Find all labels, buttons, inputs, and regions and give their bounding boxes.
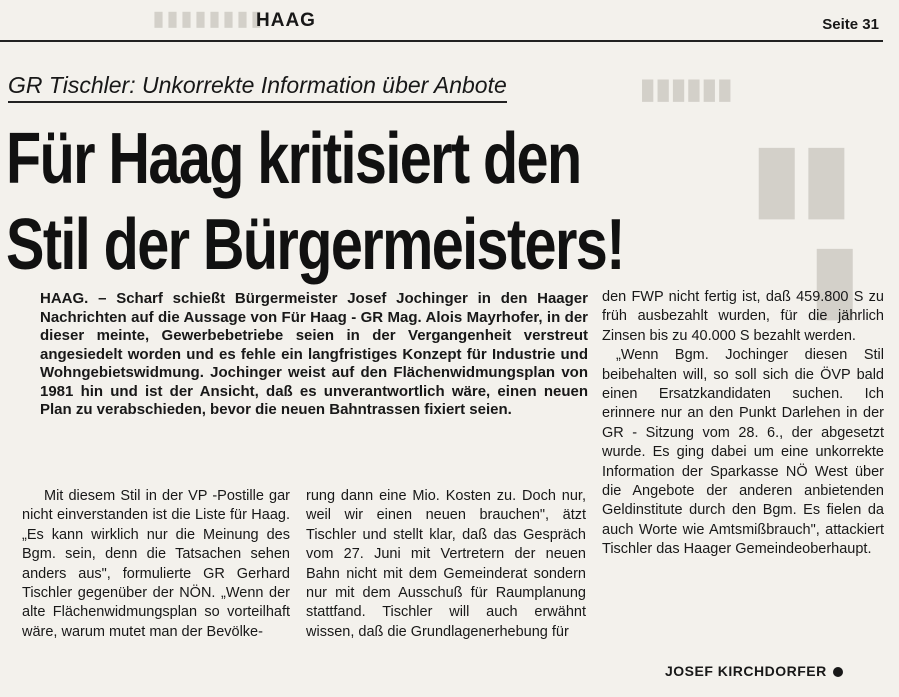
column-3-paragraph-1: den FWP nicht fertig ist, daß 459.800 S zu früh ausbezahlt wurden, für die jährlich Zinsen bis zu 40.000 S bezahlt werden. [602,289,884,344]
headline-line-2: Stil der Bürgermeisters! [6,205,624,285]
body-column-2: rung dann eine Mio. Kosten zu. Doch nur, weil wir einen neuen brauchen", ätzt Tischler und stellt klar, daß das Gespräch vom 27. Juni mit Vertretern der neuen Bahn nicht mit dem Gemeinderat sondern nur mit dem Ausschuß für Raumplanung stattfand. Tischler will auch erwähnt wissen, daß die Grundlagenerhebung für [306,488,586,640]
show-through-ghost: ▮▮ [752,127,852,227]
article-headline [6,116,710,288]
show-through-ghost: ▮ [810,228,860,328]
page-header [0,0,899,44]
end-bullet-icon [833,667,843,677]
section-rubric: HAAG [256,10,316,31]
header-rule [0,40,883,42]
show-through-ghost: ▮▮▮▮▮▮▮▮ [150,8,263,30]
column-3-paragraph-2: „Wenn Bgm. Jochinger diesen Stil beibehalten will, so soll sich die ÖVP bald einen Ersatzkandidaten suchen. Ich erinnere nur an den Punkt Darlehen in der GR - Sitzung vom 28. 6., der abgesetzt wurde. Es ging dabei um eine unkorrekte Information der Sparkasse NÖ West über die Angebote der anderen anbietenden Geldinstitute durch den Bgm. Es fielen da auch Worte wie Amtsmißbrauch", attackiert Tischler das Haager Gemeindeoberhaupt. [602,347,884,558]
author-byline [665,663,843,679]
body-column-1: Mit diesem Stil in der VP -Postille gar nicht einverstanden ist die Liste für Haag. „Es kann wirklich nur die Meinung des Bgm. sein, denn die Tatsachen sehen anders aus", formulierte GR Gerhard Tischler gegenüber der NÖN. „Wenn der alte Flächenwidmungsplan so vorteilhaft wäre, warum mutet man der Bevölke- [22,488,290,640]
author-name: JOSEF KIRCHDORFER [665,663,827,679]
headline-line-1: Für Haag kritisiert den [6,119,581,199]
page-number: Seite 31 [822,16,879,33]
article-kicker: GR Tischler: Unkorrekte Information über Anbote [8,72,507,103]
show-through-ghost: ▮▮▮▮▮▮ [640,73,733,104]
body-column-3 [602,288,884,560]
article-lead: HAAG. – Scharf schießt Bürgermeister Josef Jochinger in den Haager Nachrichten auf die Aussage von Für Haag - GR Mag. Alois Mayrhofer, in der dieser meinte, Gewerbebetriebe seien in der Vergangenheit verstreut angesiedelt worden und es fehle ein langfristiges Konzept für Industrie und Wohngebietswidmung. Jochinger weist auf den Flächenwidmungsplan von 1981 hin und ist der Ansicht, daß es unverantwortlich wäre, einen neuen Plan zu verabschieden, bevor die neuen Bahntrassen fixiert seien. [40,290,588,418]
